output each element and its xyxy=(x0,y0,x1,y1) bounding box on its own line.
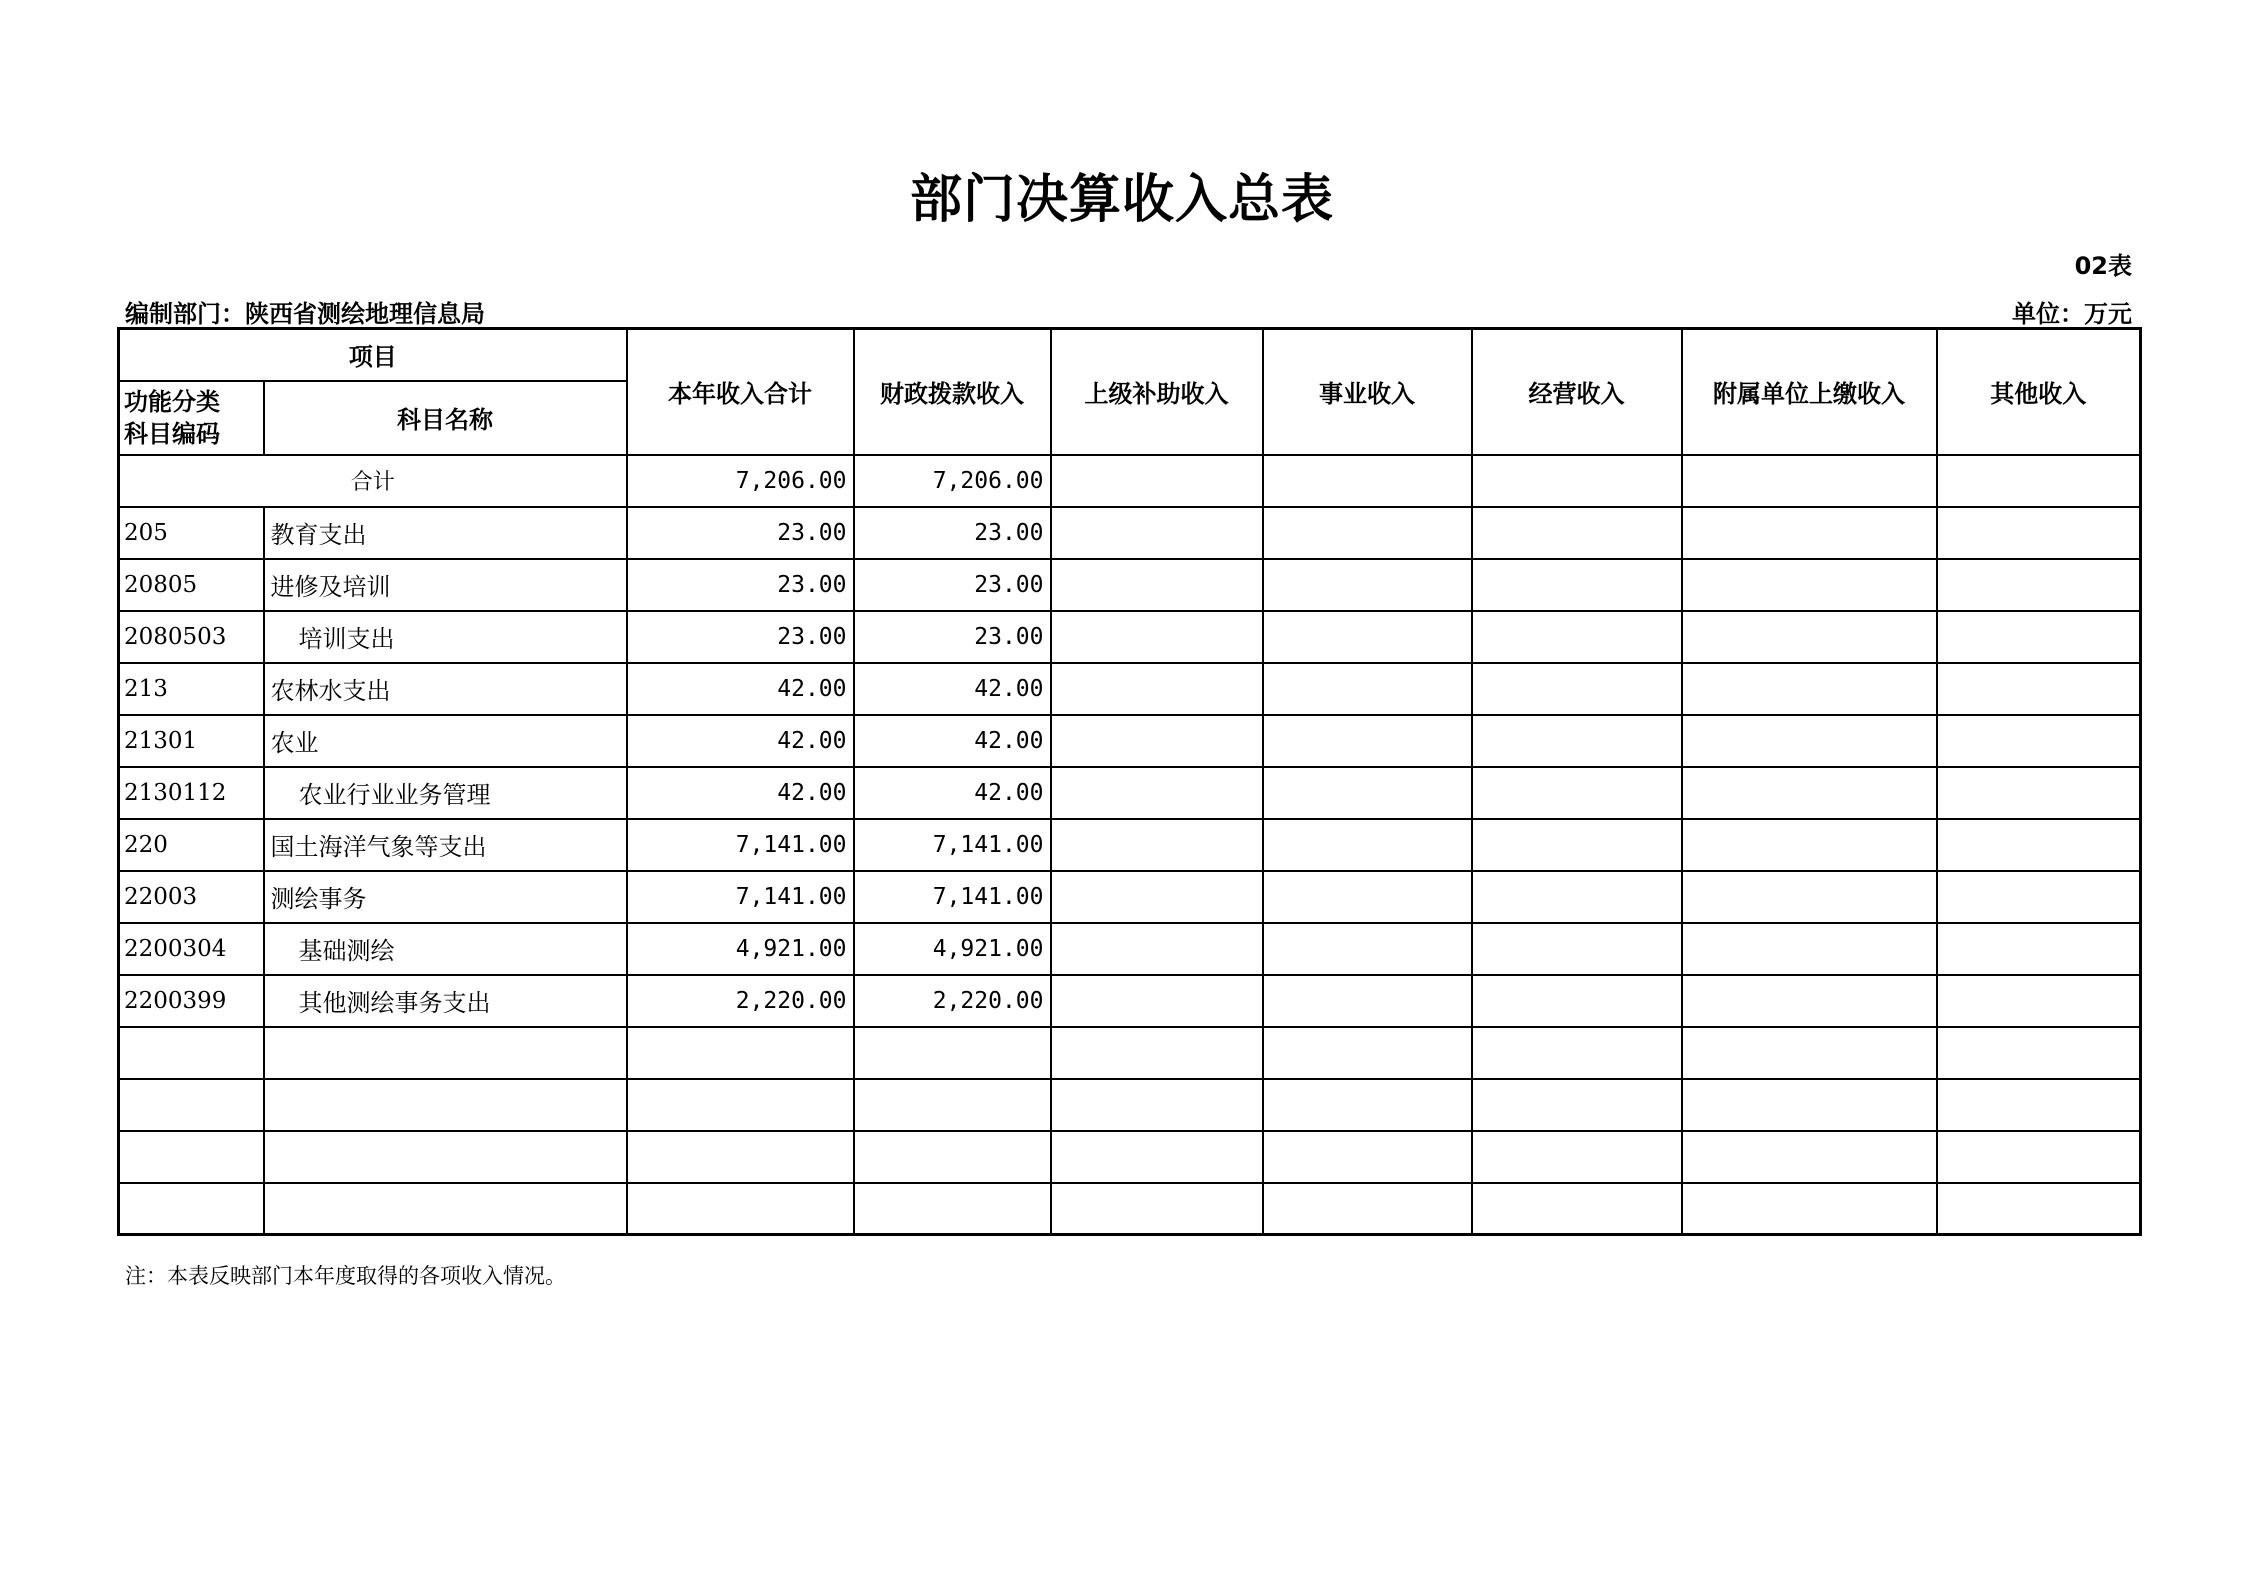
empty-cell xyxy=(627,1183,854,1235)
table-row xyxy=(119,559,2141,611)
other-income-cell xyxy=(1937,715,2141,767)
affiliated-income-cell xyxy=(1682,871,1937,923)
table-row xyxy=(119,975,2141,1027)
table-row xyxy=(119,611,2141,663)
total-other-value xyxy=(1937,455,2141,507)
total-income-cell: 7,141.00 xyxy=(627,819,854,871)
function-code-cell: 2200304 xyxy=(119,923,264,975)
affiliated-income-cell xyxy=(1682,663,1937,715)
total-income-value: 7,206.00 xyxy=(627,455,854,507)
header-affiliated-income: 附属单位上缴收入 xyxy=(1682,329,1937,455)
fiscal-income-cell: 23.00 xyxy=(854,611,1051,663)
total-superior-subsidy-value xyxy=(1051,455,1263,507)
operating-income-cell xyxy=(1472,507,1682,559)
header-business-income: 事业收入 xyxy=(1263,329,1472,455)
business-income-cell xyxy=(1263,767,1472,819)
fiscal-income-cell: 4,921.00 xyxy=(854,923,1051,975)
operating-income-cell xyxy=(1472,663,1682,715)
business-income-cell xyxy=(1263,871,1472,923)
header-subject-name: 科目名称 xyxy=(264,381,627,455)
empty-cell xyxy=(854,1131,1051,1183)
total-income-cell: 23.00 xyxy=(627,611,854,663)
other-income-cell xyxy=(1937,923,2141,975)
operating-income-cell xyxy=(1472,975,1682,1027)
business-income-cell xyxy=(1263,611,1472,663)
empty-cell xyxy=(1937,1183,2141,1235)
operating-income-cell xyxy=(1472,767,1682,819)
function-code-cell: 220 xyxy=(119,819,264,871)
empty-cell xyxy=(1682,1131,1937,1183)
function-code-cell: 22003 xyxy=(119,871,264,923)
function-code-cell: 21301 xyxy=(119,715,264,767)
empty-cell xyxy=(627,1027,854,1079)
affiliated-income-cell xyxy=(1682,975,1937,1027)
empty-cell xyxy=(1682,1183,1937,1235)
income-summary-table xyxy=(117,327,2142,1236)
business-income-cell xyxy=(1263,559,1472,611)
operating-income-cell xyxy=(1472,819,1682,871)
subject-name-cell: 农业行业业务管理 xyxy=(264,767,627,819)
empty-cell xyxy=(119,1027,264,1079)
empty-row xyxy=(119,1027,2141,1079)
total-income-cell: 42.00 xyxy=(627,663,854,715)
fiscal-income-cell: 42.00 xyxy=(854,767,1051,819)
total-income-cell: 4,921.00 xyxy=(627,923,854,975)
empty-cell xyxy=(627,1131,854,1183)
empty-cell xyxy=(1472,1183,1682,1235)
subject-name-cell: 教育支出 xyxy=(264,507,627,559)
fiscal-income-cell: 7,141.00 xyxy=(854,871,1051,923)
empty-cell xyxy=(1051,1027,1263,1079)
empty-cell xyxy=(1263,1131,1472,1183)
fiscal-income-cell: 23.00 xyxy=(854,559,1051,611)
other-income-cell xyxy=(1937,767,2141,819)
table-row xyxy=(119,871,2141,923)
empty-cell xyxy=(1937,1079,2141,1131)
empty-cell xyxy=(1263,1027,1472,1079)
total-income-cell: 2,220.00 xyxy=(627,975,854,1027)
empty-cell xyxy=(1263,1079,1472,1131)
function-code-cell: 2130112 xyxy=(119,767,264,819)
report-title: 部门决算收入总表 xyxy=(909,170,1334,230)
empty-cell xyxy=(264,1027,627,1079)
empty-cell xyxy=(1263,1183,1472,1235)
function-code-cell: 2080503 xyxy=(119,611,264,663)
superior-subsidy-cell xyxy=(1051,871,1263,923)
affiliated-income-cell xyxy=(1682,611,1937,663)
function-code-cell: 205 xyxy=(119,507,264,559)
unit-label: 单位：万元 xyxy=(2012,300,2132,328)
business-income-cell xyxy=(1263,819,1472,871)
other-income-cell xyxy=(1937,507,2141,559)
empty-row xyxy=(119,1131,2141,1183)
business-income-cell xyxy=(1263,923,1472,975)
total-row xyxy=(119,455,2141,507)
empty-cell xyxy=(1937,1131,2141,1183)
total-income-cell: 42.00 xyxy=(627,715,854,767)
empty-cell xyxy=(264,1079,627,1131)
operating-income-cell xyxy=(1472,871,1682,923)
affiliated-income-cell xyxy=(1682,923,1937,975)
header-project: 项目 xyxy=(119,329,627,381)
total-income-cell: 23.00 xyxy=(627,559,854,611)
total-fiscal-value: 7,206.00 xyxy=(854,455,1051,507)
empty-cell xyxy=(264,1183,627,1235)
total-operating-value xyxy=(1472,455,1682,507)
fiscal-income-cell: 2,220.00 xyxy=(854,975,1051,1027)
fiscal-income-cell: 7,141.00 xyxy=(854,819,1051,871)
operating-income-cell xyxy=(1472,715,1682,767)
empty-cell xyxy=(854,1079,1051,1131)
affiliated-income-cell xyxy=(1682,507,1937,559)
empty-cell xyxy=(1472,1027,1682,1079)
other-income-cell xyxy=(1937,975,2141,1027)
empty-cell xyxy=(627,1079,854,1131)
table-row xyxy=(119,767,2141,819)
subject-name-cell: 测绘事务 xyxy=(264,871,627,923)
other-income-cell xyxy=(1937,819,2141,871)
other-income-cell xyxy=(1937,663,2141,715)
superior-subsidy-cell xyxy=(1051,767,1263,819)
compiling-department: 编制部门：陕西省测绘地理信息局 xyxy=(125,300,485,328)
superior-subsidy-cell xyxy=(1051,923,1263,975)
fiscal-income-cell: 42.00 xyxy=(854,663,1051,715)
other-income-cell xyxy=(1937,559,2141,611)
subject-name-cell: 农林水支出 xyxy=(264,663,627,715)
affiliated-income-cell xyxy=(1682,715,1937,767)
header-other-income: 其他收入 xyxy=(1937,329,2141,455)
function-code-cell: 213 xyxy=(119,663,264,715)
empty-cell xyxy=(854,1183,1051,1235)
subject-name-cell: 其他测绘事务支出 xyxy=(264,975,627,1027)
total-affiliated-value xyxy=(1682,455,1937,507)
superior-subsidy-cell xyxy=(1051,663,1263,715)
affiliated-income-cell xyxy=(1682,767,1937,819)
empty-cell xyxy=(1051,1131,1263,1183)
operating-income-cell xyxy=(1472,611,1682,663)
header-row-1 xyxy=(119,329,2141,381)
table-row xyxy=(119,715,2141,767)
total-income-cell: 42.00 xyxy=(627,767,854,819)
total-label: 合计 xyxy=(119,455,627,507)
empty-cell xyxy=(1051,1183,1263,1235)
empty-cell xyxy=(119,1079,264,1131)
table-row xyxy=(119,507,2141,559)
empty-cell xyxy=(264,1131,627,1183)
empty-cell xyxy=(1472,1131,1682,1183)
empty-cell xyxy=(1051,1079,1263,1131)
header-operating-income: 经营收入 xyxy=(1472,329,1682,455)
superior-subsidy-cell xyxy=(1051,819,1263,871)
superior-subsidy-cell xyxy=(1051,507,1263,559)
function-code-cell: 2200399 xyxy=(119,975,264,1027)
affiliated-income-cell xyxy=(1682,819,1937,871)
form-number: 02表 xyxy=(2074,252,2132,280)
subject-name-cell: 进修及培训 xyxy=(264,559,627,611)
affiliated-income-cell xyxy=(1682,559,1937,611)
operating-income-cell xyxy=(1472,559,1682,611)
subject-name-cell: 培训支出 xyxy=(264,611,627,663)
total-business-value xyxy=(1263,455,1472,507)
superior-subsidy-cell xyxy=(1051,559,1263,611)
superior-subsidy-cell xyxy=(1051,611,1263,663)
empty-row xyxy=(119,1183,2141,1235)
fiscal-income-cell: 23.00 xyxy=(854,507,1051,559)
other-income-cell xyxy=(1937,611,2141,663)
table-row xyxy=(119,819,2141,871)
header-total-income: 本年收入合计 xyxy=(627,329,854,455)
business-income-cell xyxy=(1263,663,1472,715)
header-superior-subsidy: 上级补助收入 xyxy=(1051,329,1263,455)
superior-subsidy-cell xyxy=(1051,715,1263,767)
total-income-cell: 7,141.00 xyxy=(627,871,854,923)
subject-name-cell: 国土海洋气象等支出 xyxy=(264,819,627,871)
empty-cell xyxy=(119,1183,264,1235)
header-fiscal-income: 财政拨款收入 xyxy=(854,329,1051,455)
total-income-cell: 23.00 xyxy=(627,507,854,559)
empty-row xyxy=(119,1079,2141,1131)
empty-cell xyxy=(1682,1027,1937,1079)
table-row xyxy=(119,923,2141,975)
subject-name-cell: 农业 xyxy=(264,715,627,767)
empty-cell xyxy=(1472,1079,1682,1131)
business-income-cell xyxy=(1263,975,1472,1027)
superior-subsidy-cell xyxy=(1051,975,1263,1027)
empty-cell xyxy=(854,1027,1051,1079)
other-income-cell xyxy=(1937,871,2141,923)
subject-name-cell: 基础测绘 xyxy=(264,923,627,975)
empty-cell xyxy=(119,1131,264,1183)
business-income-cell xyxy=(1263,715,1472,767)
empty-cell xyxy=(1682,1079,1937,1131)
header-function-code: 功能分类 科目编码 xyxy=(119,381,264,455)
function-code-cell: 20805 xyxy=(119,559,264,611)
table-note: 注：本表反映部门本年度取得的各项收入情况。 xyxy=(125,1264,566,1288)
empty-cell xyxy=(1937,1027,2141,1079)
table-row xyxy=(119,663,2141,715)
fiscal-income-cell: 42.00 xyxy=(854,715,1051,767)
operating-income-cell xyxy=(1472,923,1682,975)
business-income-cell xyxy=(1263,507,1472,559)
